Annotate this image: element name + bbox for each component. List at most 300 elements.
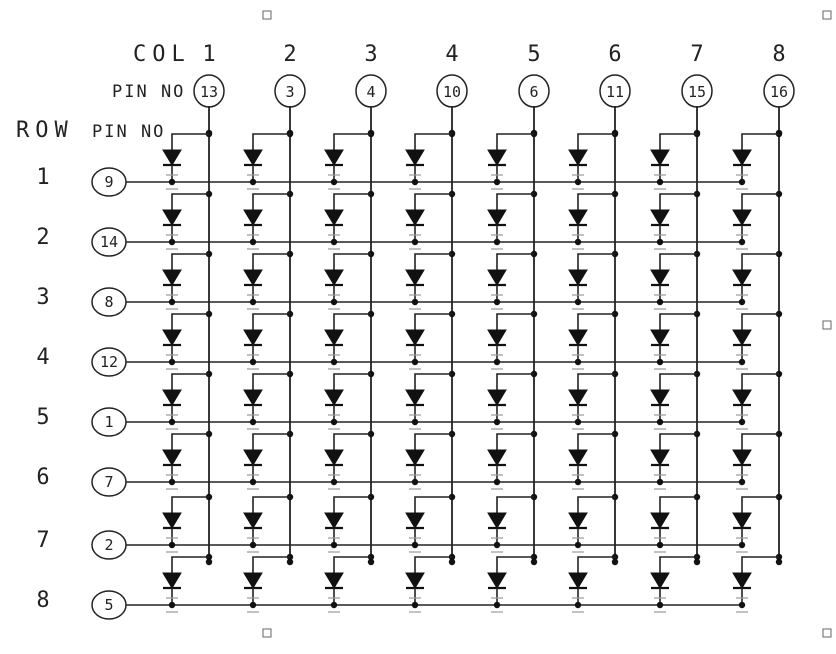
led-cell [244,371,293,429]
led-diode [406,513,424,528]
led-cell [651,554,700,612]
junction-dot [739,179,745,185]
led-diode [733,210,751,225]
anode-lead [742,134,779,150]
row-wires [126,182,743,605]
led-cell [325,431,374,489]
junction-dot [169,542,175,548]
row-pin-number: 7 [104,473,114,491]
led-diode [651,150,669,165]
led-diode [244,330,262,345]
anode-lead [660,374,697,390]
led-cell [651,371,700,429]
led-diode [325,450,343,465]
led-cell [569,554,618,612]
led-diode [325,573,343,588]
junction-dot [169,359,175,365]
led-cell [163,431,212,489]
junction-dot [657,419,663,425]
anode-lead [660,254,697,270]
junction-dot [412,602,418,608]
anode-lead [415,314,452,330]
led-cell [651,431,700,489]
anode-lead [578,557,615,573]
anode-lead [578,434,615,450]
junction-dot [494,602,500,608]
junction-dot [412,479,418,485]
led-diode [406,330,424,345]
led-diode [569,390,587,405]
junction-dot [575,359,581,365]
led-diode [163,513,181,528]
junction-dot [657,542,663,548]
led-cell [163,494,212,552]
junction-dot [250,179,256,185]
junction-dot [412,179,418,185]
led-cell [651,191,700,249]
anode-lead [172,194,209,210]
led-cell [163,251,212,309]
anode-lead [172,557,209,573]
led-diode [244,513,262,528]
led-diode [163,150,181,165]
led-diode [406,270,424,285]
led-cell [325,251,374,309]
led-cell [569,251,618,309]
row-number: 4 [36,345,50,370]
led-diode [651,573,669,588]
led-cell [733,311,782,369]
led-cell [569,131,618,189]
led-cell [733,494,782,552]
column-number: 5 [527,42,541,67]
junction-dot [657,239,663,245]
junction-dot [494,542,500,548]
led-cell [488,431,537,489]
junction-dot [494,419,500,425]
row-pin-number: 1 [104,413,114,431]
anode-lead [415,557,452,573]
led-cell [733,251,782,309]
anode-lead [334,374,371,390]
anode-lead [172,134,209,150]
led-cell [733,431,782,489]
led-diode [651,390,669,405]
led-cell [488,251,537,309]
junction-dot [331,359,337,365]
led-cell [163,554,212,612]
column-number: 7 [690,42,704,67]
row-number: 3 [36,285,50,310]
led-diode [733,390,751,405]
led-diode [244,390,262,405]
junction-dot [739,542,745,548]
led-cell [325,371,374,429]
anode-lead [578,314,615,330]
led-cell [325,131,374,189]
anode-lead [660,557,697,573]
junction-dot [331,542,337,548]
led-cell [488,371,537,429]
col-pin-no-label: PIN NO [112,82,186,102]
junction-dot [739,602,745,608]
led-diode [325,513,343,528]
row-pin-number: 14 [99,233,119,251]
junction-dot [169,479,175,485]
junction-dot [657,602,663,608]
row-number: 2 [36,225,50,250]
led-diode [406,210,424,225]
led-diode [325,390,343,405]
led-diode [325,150,343,165]
led-cell [733,131,782,189]
column-number: 3 [364,42,378,67]
anode-lead [497,194,534,210]
anode-lead [578,134,615,150]
column-pin-number: 3 [285,83,295,101]
led-cell [488,494,537,552]
led-cell [325,494,374,552]
led-cell [325,191,374,249]
junction-dot [494,179,500,185]
junction-dot [575,602,581,608]
anode-lead [415,194,452,210]
led-cell [244,311,293,369]
anode-lead [334,194,371,210]
junction-dot [575,542,581,548]
led-diode [163,450,181,465]
junction-dot [575,239,581,245]
led-cell [163,191,212,249]
anode-lead [415,374,452,390]
led-cell [569,311,618,369]
led-diode [244,150,262,165]
led-diode [163,330,181,345]
junction-dot [494,239,500,245]
anode-lead [172,314,209,330]
junction-dot [494,479,500,485]
anode-lead [497,557,534,573]
column-pin-number: 16 [769,83,789,101]
anode-lead [742,314,779,330]
column-number: 1 [202,42,216,67]
junction-dot [169,179,175,185]
led-cell [406,494,455,552]
column-pin-number: 6 [529,83,539,101]
anode-lead [334,557,371,573]
led-diode [488,390,506,405]
column-headers [194,42,794,107]
junction-dot [657,479,663,485]
led-diode [651,513,669,528]
junction-dot [169,239,175,245]
junction-dot [250,479,256,485]
junction-dot [250,419,256,425]
junction-dot [494,359,500,365]
led-diode [651,270,669,285]
junction-dot [575,419,581,425]
anode-lead [497,374,534,390]
row-pin-number: 8 [104,293,114,311]
anode-lead [253,134,290,150]
led-cell [651,251,700,309]
corner-marker [263,11,271,19]
led-diode [488,450,506,465]
led-diode [406,573,424,588]
led-cell [569,371,618,429]
column-number: 6 [608,42,622,67]
anode-lead [742,497,779,513]
led-diode [733,513,751,528]
corner-marker [823,321,831,329]
junction-dot [169,419,175,425]
row-pin-no-label: PIN NO [92,122,166,142]
led-cell [651,311,700,369]
anode-lead [253,194,290,210]
anode-lead [415,134,452,150]
led-diode [244,270,262,285]
anode-lead [660,497,697,513]
anode-lead [253,557,290,573]
anode-lead [742,434,779,450]
junction-dot [657,179,663,185]
anode-lead [415,254,452,270]
led-cell [406,431,455,489]
anode-lead [497,314,534,330]
anode-lead [334,497,371,513]
led-cell [733,191,782,249]
col-header-label: COL [133,42,191,67]
led-diode [569,573,587,588]
led-cell [569,191,618,249]
row-pin-number: 5 [104,596,114,614]
corner-marker [823,629,831,637]
led-diode [569,513,587,528]
led-diode [651,330,669,345]
led-diode [163,270,181,285]
led-cell [488,191,537,249]
anode-lead [334,254,371,270]
anode-lead [172,254,209,270]
anode-lead [253,434,290,450]
led-diode [488,573,506,588]
junction-dot [657,359,663,365]
led-cell [651,131,700,189]
anode-lead [578,194,615,210]
led-cell [163,311,212,369]
led-cell [325,554,374,612]
column-pin-number: 15 [687,83,707,101]
anode-lead [660,434,697,450]
led-diode [569,210,587,225]
row-number: 6 [36,465,50,490]
column-pin-number: 13 [199,83,219,101]
junction-dot [250,239,256,245]
led-cell [406,311,455,369]
junction-dot [331,419,337,425]
led-diode [488,150,506,165]
led-cell [325,311,374,369]
led-diode [406,150,424,165]
led-cell [244,494,293,552]
led-diode [244,210,262,225]
led-diode [406,450,424,465]
led-cell [651,494,700,552]
junction-dot [250,542,256,548]
anode-lead [497,134,534,150]
junction-dot [739,239,745,245]
junction-dot [657,299,663,305]
led-diode [569,150,587,165]
led-cell [569,431,618,489]
column-pin-number: 10 [442,83,462,101]
led-diode [406,390,424,405]
led-diode [651,450,669,465]
junction-dot [250,299,256,305]
led-diode [325,210,343,225]
junction-dot [494,299,500,305]
junction-dot [250,602,256,608]
led-diode [569,270,587,285]
anode-lead [497,497,534,513]
anode-lead [578,374,615,390]
led-diode [569,330,587,345]
anode-lead [742,374,779,390]
anode-lead [578,497,615,513]
junction-dot [739,299,745,305]
anode-lead [172,497,209,513]
row-number: 8 [36,588,50,613]
junction-dot [331,602,337,608]
column-number: 2 [283,42,297,67]
junction-dot [412,542,418,548]
junction-dot [412,419,418,425]
led-diode [733,450,751,465]
column-pin-number: 11 [605,83,625,101]
corner-markers [263,11,831,637]
led-cell [244,554,293,612]
anode-lead [415,497,452,513]
corner-marker [263,629,271,637]
row-headers [36,165,126,619]
led-diode [733,330,751,345]
junction-dot [575,479,581,485]
junction-dot [169,299,175,305]
junction-dot [412,359,418,365]
junction-dot [331,239,337,245]
junction-dot [412,299,418,305]
led-cell [733,371,782,429]
anode-lead [253,254,290,270]
junction-dot [575,179,581,185]
anode-lead [172,434,209,450]
led-cell [244,251,293,309]
anode-lead [660,314,697,330]
column-pin-number: 4 [366,83,376,101]
led-cell [406,371,455,429]
led-diode [244,573,262,588]
led-cell [406,191,455,249]
led-diode [325,270,343,285]
led-diode [733,270,751,285]
led-cell [733,554,782,612]
anode-lead [742,557,779,573]
anode-lead [334,134,371,150]
row-pin-number: 2 [104,536,114,554]
anode-lead [578,254,615,270]
row-number: 5 [36,405,50,430]
led-cell [406,131,455,189]
anode-lead [172,374,209,390]
column-number: 4 [445,42,459,67]
led-diode [488,270,506,285]
led-diode [163,390,181,405]
led-diode [325,330,343,345]
anode-lead [334,314,371,330]
led-cell [406,554,455,612]
led-cell [244,191,293,249]
anode-lead [253,314,290,330]
junction-dot [575,299,581,305]
anode-lead [253,497,290,513]
column-number: 8 [772,42,786,67]
led-cell [244,431,293,489]
led-diode [163,573,181,588]
led-diode [733,150,751,165]
anode-lead [660,194,697,210]
junction-dot [250,359,256,365]
anode-lead [497,254,534,270]
led-diode [244,450,262,465]
led-diode [651,210,669,225]
led-cell [406,251,455,309]
led-cell [488,554,537,612]
row-pin-number: 9 [104,173,114,191]
anode-lead [334,434,371,450]
led-cell [244,131,293,189]
led-cell [488,311,537,369]
row-number: 7 [36,528,50,553]
anode-lead [253,374,290,390]
led-cell [163,131,212,189]
led-cell [488,131,537,189]
led-diode [488,330,506,345]
row-number: 1 [36,165,50,190]
led-cell [569,494,618,552]
junction-dot [331,179,337,185]
junction-dot [169,602,175,608]
led-diode [569,450,587,465]
led-diode [488,210,506,225]
led-diode [488,513,506,528]
junction-dot [739,419,745,425]
anode-lead [415,434,452,450]
anode-lead [742,194,779,210]
junction-dot [331,299,337,305]
diode-cells [163,131,782,612]
row-header-label: ROW [16,118,74,143]
anode-lead [497,434,534,450]
corner-marker [823,11,831,19]
led-diode [733,573,751,588]
junction-dot [331,479,337,485]
led-cell [163,371,212,429]
led-diode [163,210,181,225]
anode-lead [660,134,697,150]
junction-dot [739,479,745,485]
junction-dot [739,359,745,365]
anode-lead [742,254,779,270]
